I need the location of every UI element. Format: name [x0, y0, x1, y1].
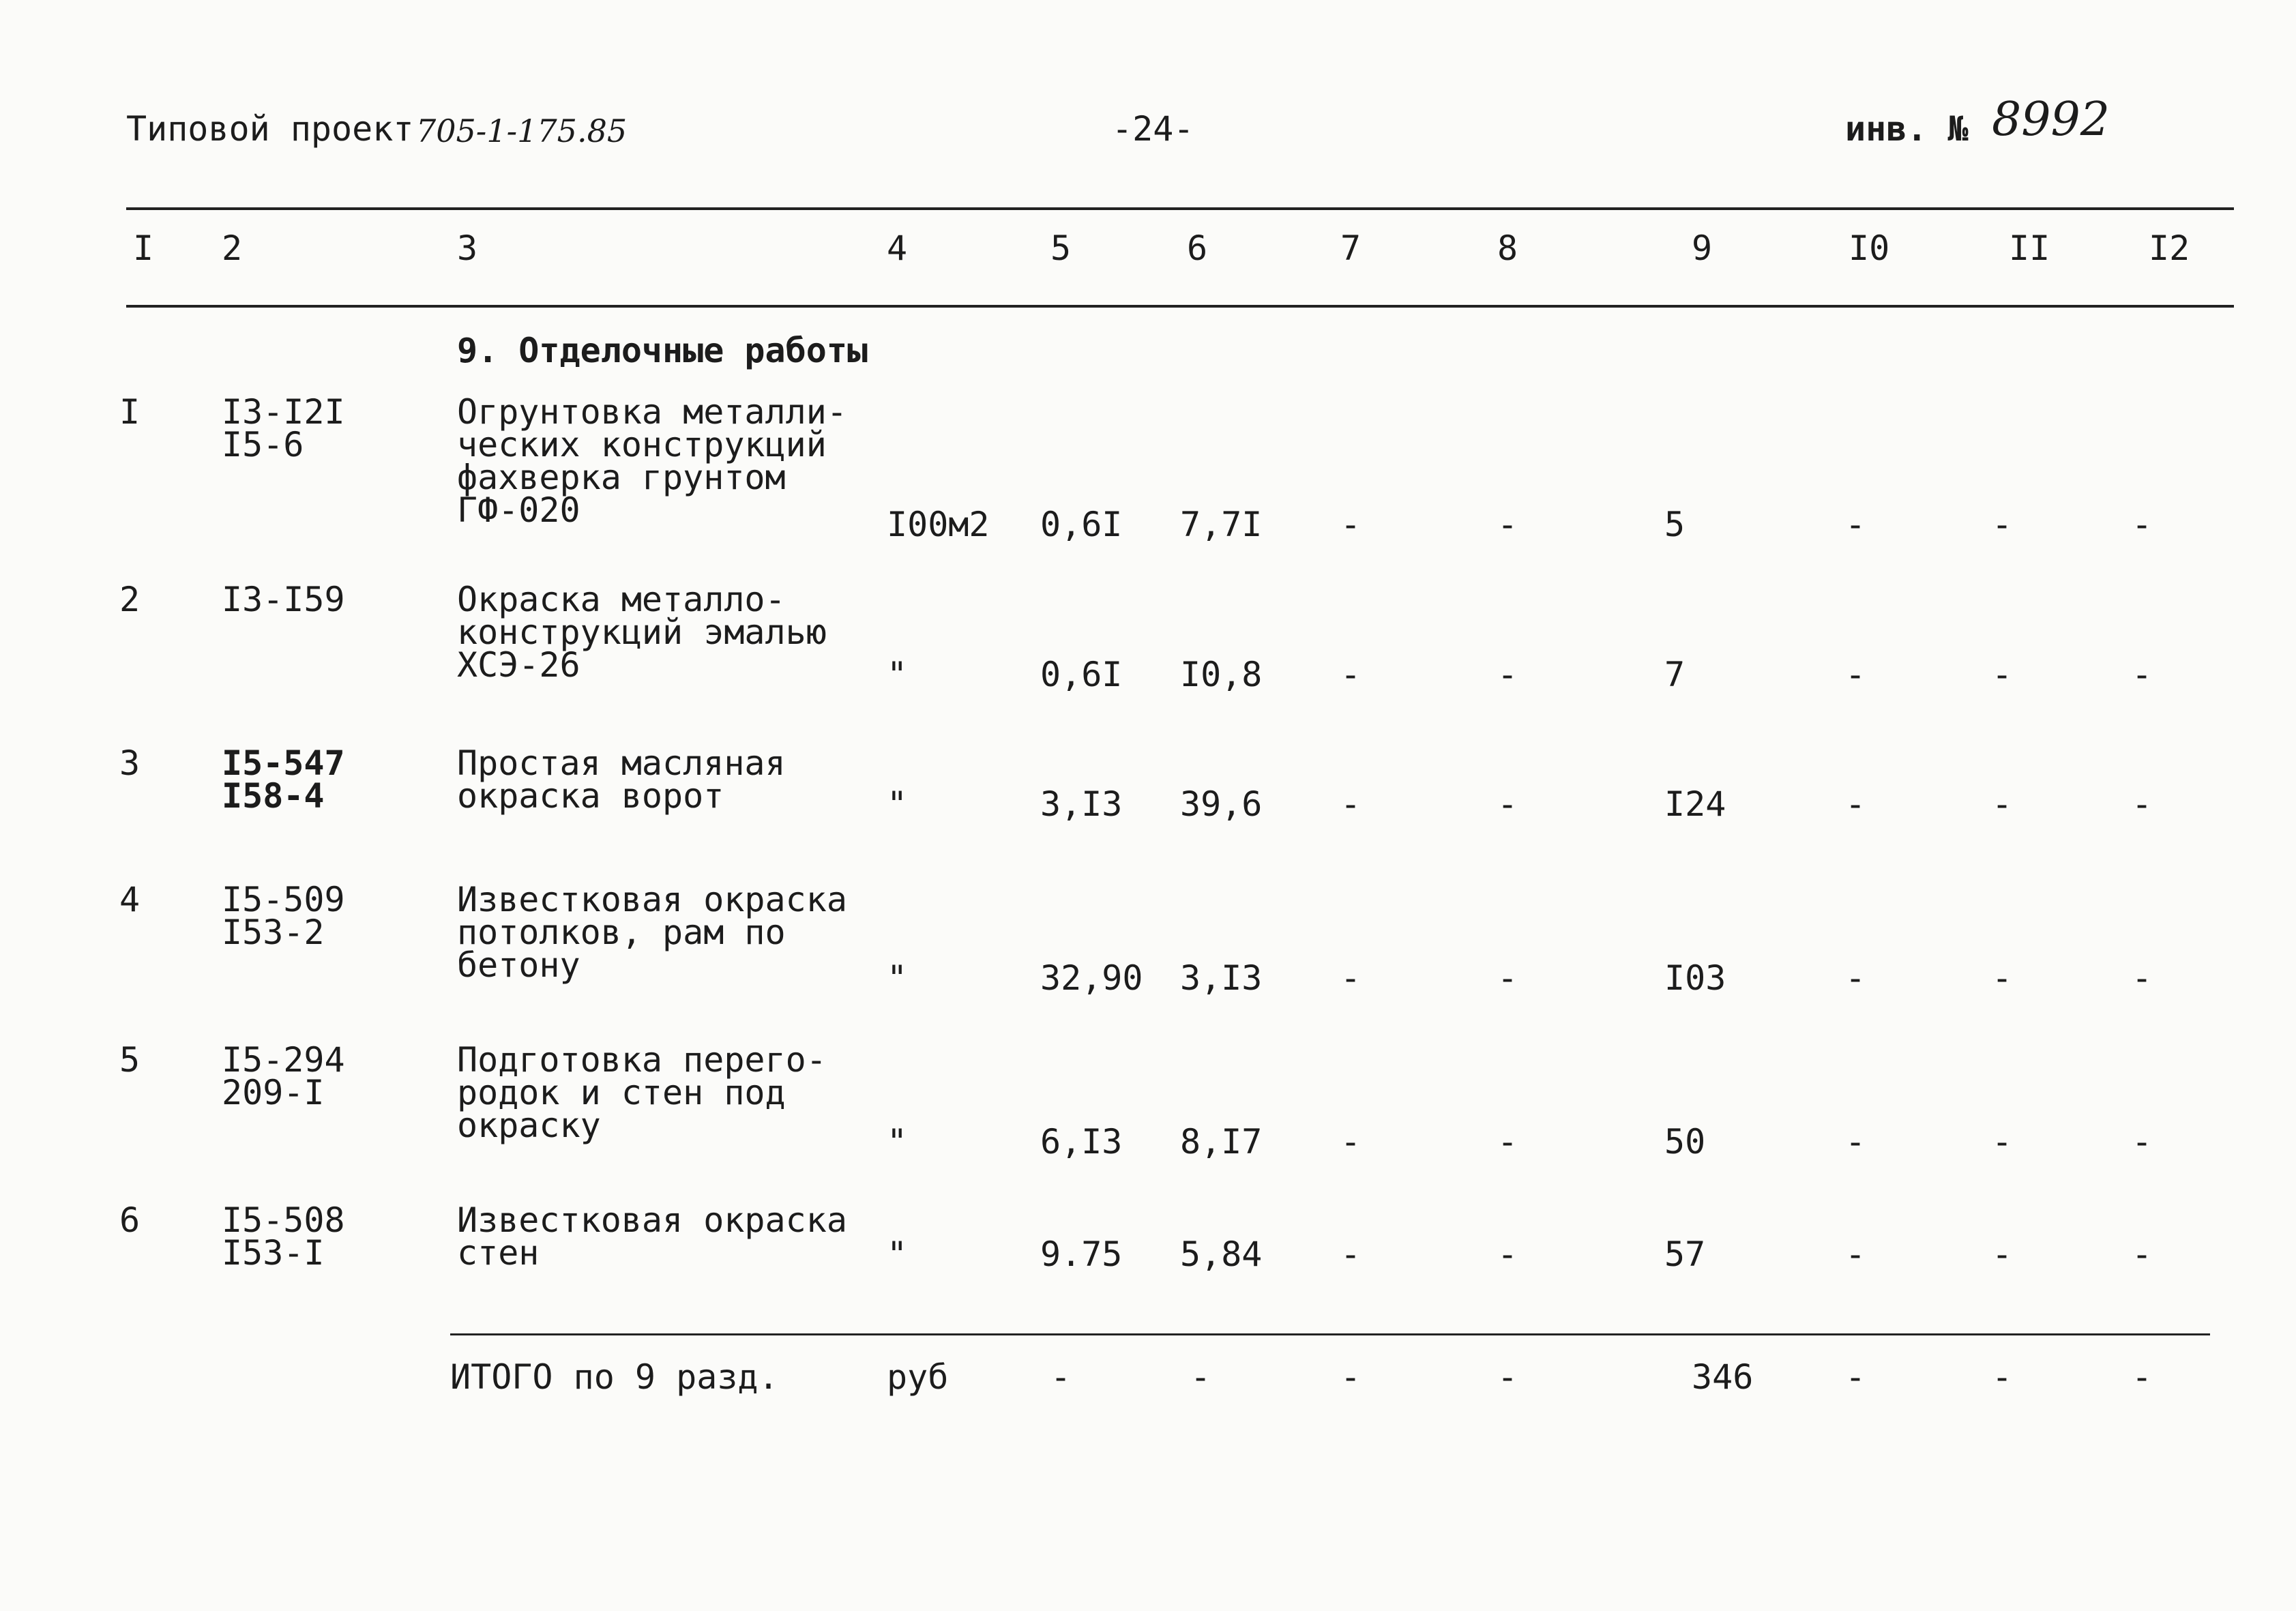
- col-12-value: -: [2132, 655, 2153, 694]
- col-11-value: -: [1992, 1122, 2013, 1162]
- col-12-value: -: [2132, 784, 2153, 824]
- column-header-8: 8: [1497, 228, 1518, 268]
- unit-cost: 5,84: [1180, 1235, 1263, 1274]
- col-7-value: -: [1340, 505, 1362, 544]
- quantity: 0,6I: [1040, 655, 1123, 694]
- unit-cost: 8,I7: [1180, 1122, 1263, 1162]
- col-7-value: -: [1340, 1235, 1362, 1274]
- col-7-value: -: [1340, 784, 1362, 824]
- column-header-2: 2: [222, 228, 243, 268]
- norm-code: I5-509 I53-2: [222, 880, 345, 952]
- total-cost: I24: [1664, 784, 1726, 824]
- header-bottom-rule: [126, 305, 2234, 308]
- column-header-7: 7: [1340, 228, 1362, 268]
- quantity: 0,6I: [1040, 505, 1123, 544]
- col-12-value: -: [2132, 505, 2153, 544]
- page-number: -24-: [1112, 109, 1194, 149]
- col-8-value: -: [1497, 505, 1518, 544]
- quantity: 3,I3: [1040, 784, 1123, 824]
- inventory-label: инв. №: [1845, 109, 1969, 149]
- col-12-value: -: [2132, 1122, 2153, 1162]
- quantity: 6,I3: [1040, 1122, 1123, 1162]
- total-cost: 7: [1664, 655, 1686, 694]
- work-description: Огрунтовка металли- ческих конструкций фахверка грунтом ГФ-020: [457, 392, 847, 530]
- row-number: 6: [119, 1200, 141, 1240]
- col-7-value: -: [1340, 1122, 1362, 1162]
- total-cost: 5: [1664, 505, 1686, 544]
- col-8-value: -: [1497, 1235, 1518, 1274]
- col-12-value: -: [2132, 1235, 2153, 1274]
- row-number: 2: [119, 580, 141, 619]
- unit-cost: I0,8: [1180, 655, 1263, 694]
- col-12-value: -: [2132, 958, 2153, 998]
- unit: ": [887, 958, 908, 998]
- unit: ": [887, 784, 908, 824]
- unit-cost: 7,7I: [1180, 505, 1263, 544]
- norm-code: I5-547 I58-4: [222, 743, 345, 816]
- project-label: Типовой проект: [126, 109, 414, 149]
- row-number: I: [119, 392, 141, 432]
- project-number: 705-1-175.85: [416, 113, 628, 149]
- work-description: Простая масляная окраска ворот: [457, 743, 786, 816]
- total-cost: I03: [1664, 958, 1726, 998]
- work-description: Известковая окраска потолков, рам по бетону: [457, 880, 847, 985]
- norm-code: I5-508 I53-I: [222, 1200, 345, 1273]
- total-sum: 346: [1692, 1357, 1754, 1397]
- total-col-12: -: [2132, 1357, 2153, 1397]
- col-11-value: -: [1992, 505, 2013, 544]
- section-title: 9. Отделочные работы: [457, 331, 868, 370]
- col-10-value: -: [1845, 1122, 1866, 1162]
- work-description: Известковая окраска стен: [457, 1200, 847, 1273]
- column-header-3: 3: [457, 228, 478, 268]
- unit-cost: 39,6: [1180, 784, 1263, 824]
- column-header-10: I0: [1849, 228, 1890, 268]
- column-header-5: 5: [1050, 228, 1072, 268]
- total-col-8: -: [1497, 1357, 1518, 1397]
- norm-code: I3-I59: [222, 580, 345, 619]
- col-7-value: -: [1340, 958, 1362, 998]
- work-description: Окраска металло- конструкций эмалью ХСЭ-26: [457, 580, 827, 685]
- total-label: ИТОГО по 9 разд.: [450, 1357, 779, 1397]
- col-10-value: -: [1845, 655, 1866, 694]
- total-col-10: -: [1845, 1357, 1866, 1397]
- col-8-value: -: [1497, 958, 1518, 998]
- col-11-value: -: [1992, 958, 2013, 998]
- column-header-4: 4: [887, 228, 908, 268]
- column-header-1: I: [133, 228, 154, 268]
- unit: I00м2: [887, 505, 990, 544]
- col-11-value: -: [1992, 1235, 2013, 1274]
- norm-code: I3-I2I I5-6: [222, 392, 345, 464]
- col-8-value: -: [1497, 655, 1518, 694]
- total-rule: [450, 1333, 2210, 1335]
- row-number: 3: [119, 743, 141, 783]
- col-10-value: -: [1845, 1235, 1866, 1274]
- col-10-value: -: [1845, 784, 1866, 824]
- col-11-value: -: [1992, 784, 2013, 824]
- column-header-9: 9: [1692, 228, 1713, 268]
- unit: ": [887, 1122, 908, 1162]
- column-header-11: II: [2009, 228, 2050, 268]
- column-header-6: 6: [1187, 228, 1208, 268]
- total-unit: руб: [887, 1357, 949, 1397]
- col-10-value: -: [1845, 505, 1866, 544]
- row-number: 4: [119, 880, 141, 919]
- total-cost: 50: [1664, 1122, 1706, 1162]
- total-cost: 57: [1664, 1235, 1706, 1274]
- total-col-5: -: [1050, 1357, 1072, 1397]
- col-11-value: -: [1992, 655, 2013, 694]
- table-top-rule: [126, 207, 2234, 210]
- column-header-12: I2: [2149, 228, 2190, 268]
- unit-cost: 3,I3: [1180, 958, 1263, 998]
- total-col-6: -: [1190, 1357, 1211, 1397]
- total-col-11: -: [1992, 1357, 2013, 1397]
- col-7-value: -: [1340, 655, 1362, 694]
- row-number: 5: [119, 1040, 141, 1080]
- col-10-value: -: [1845, 958, 1866, 998]
- col-8-value: -: [1497, 1122, 1518, 1162]
- unit: ": [887, 1235, 908, 1274]
- unit: ": [887, 655, 908, 694]
- norm-code: I5-294 209-I: [222, 1040, 345, 1112]
- work-description: Подготовка перего- родок и стен под окраску: [457, 1040, 827, 1145]
- quantity: 32,90: [1040, 958, 1143, 998]
- quantity: 9.75: [1040, 1235, 1123, 1274]
- total-col-7: -: [1340, 1357, 1362, 1397]
- inventory-number: 8992: [1992, 93, 2110, 147]
- col-8-value: -: [1497, 784, 1518, 824]
